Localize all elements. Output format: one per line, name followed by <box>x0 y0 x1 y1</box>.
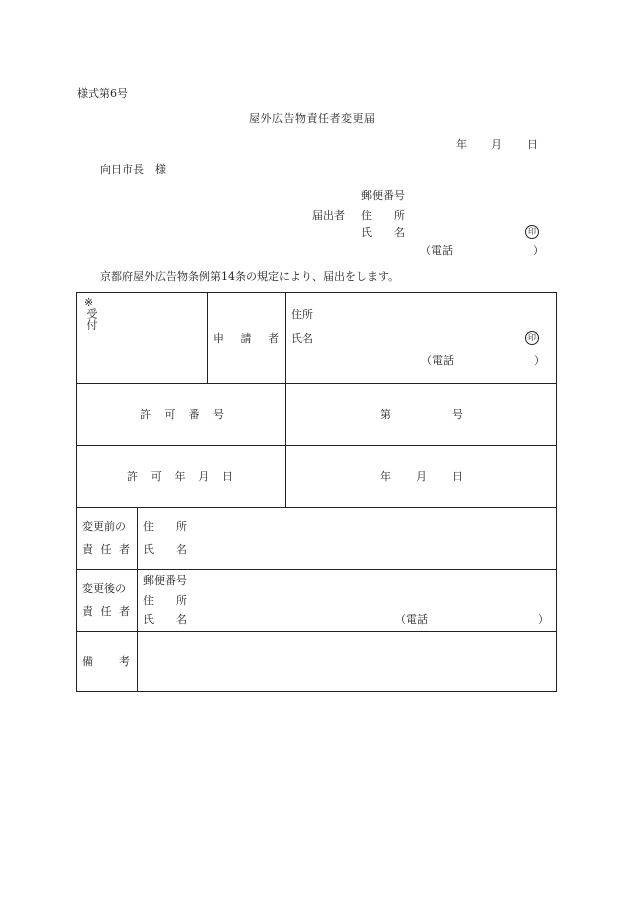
table-rule <box>77 383 556 384</box>
applicant-name-label: 氏名 <box>291 332 313 345</box>
applicant-address-label: 住所 <box>291 308 313 321</box>
after-postal-label: 郵便番号 <box>143 574 187 587</box>
date-month-label: 月 <box>491 138 502 151</box>
notifier-address-label: 住 所 <box>361 209 405 222</box>
permit-number-suffix: 号 <box>452 408 463 421</box>
notifier-phone-open: （電話 <box>420 244 453 257</box>
remarks-label: 備考 <box>82 655 130 668</box>
permit-date-month: 月 <box>416 470 427 483</box>
notifier-phone-close: ） <box>533 244 544 257</box>
document-title: 屋外広告物責任者変更届 <box>249 112 376 125</box>
notifier-role-label: 届出者 <box>312 209 345 222</box>
after-phone-open: （電話 <box>395 613 428 626</box>
before-label-line2: 責任者 <box>82 543 130 556</box>
after-label-line1: 変更後の <box>82 582 126 595</box>
permit-number-label: 許可番号 <box>140 408 224 421</box>
notifier-seal-mark: 印 <box>525 225 539 239</box>
notifier-name-label: 氏 名 <box>361 226 405 239</box>
addressee: 向日市長 様 <box>100 163 166 176</box>
table-rule <box>137 507 138 691</box>
date-year-label: 年 <box>456 138 467 151</box>
receipt-mark: ※ <box>84 296 94 309</box>
notifier-postal-label: 郵便番号 <box>361 189 405 202</box>
permit-date-label: 許可年月日 <box>127 470 233 483</box>
applicant-label: 申請者 <box>213 332 279 345</box>
date-day-label: 日 <box>527 138 538 151</box>
application-table <box>76 292 557 692</box>
before-address-label: 住 所 <box>143 520 187 533</box>
permit-date-day: 日 <box>452 470 463 483</box>
table-rule <box>77 569 556 570</box>
table-rule <box>77 445 556 446</box>
form-number: 様式第6号 <box>77 87 128 100</box>
table-rule <box>285 293 286 507</box>
table-rule <box>77 631 556 632</box>
after-phone-close: ） <box>538 613 549 626</box>
table-rule <box>207 293 208 383</box>
permit-number-prefix: 第 <box>380 408 391 421</box>
receipt-label: 受付 <box>85 308 98 330</box>
after-label-line2: 責任者 <box>82 605 130 618</box>
after-address-label: 住 所 <box>143 594 187 607</box>
before-name-label: 氏 名 <box>143 543 187 556</box>
permit-date-year: 年 <box>380 470 391 483</box>
applicant-seal-mark: 印 <box>525 331 539 345</box>
applicant-phone-close: ） <box>534 354 545 367</box>
after-name-label: 氏 名 <box>143 613 187 626</box>
statement: 京都府屋外広告物条例第14条の規定により、届出をします。 <box>100 270 400 283</box>
applicant-phone-open: （電話 <box>421 354 454 367</box>
before-label-line1: 変更前の <box>82 520 126 533</box>
table-rule <box>77 507 556 508</box>
